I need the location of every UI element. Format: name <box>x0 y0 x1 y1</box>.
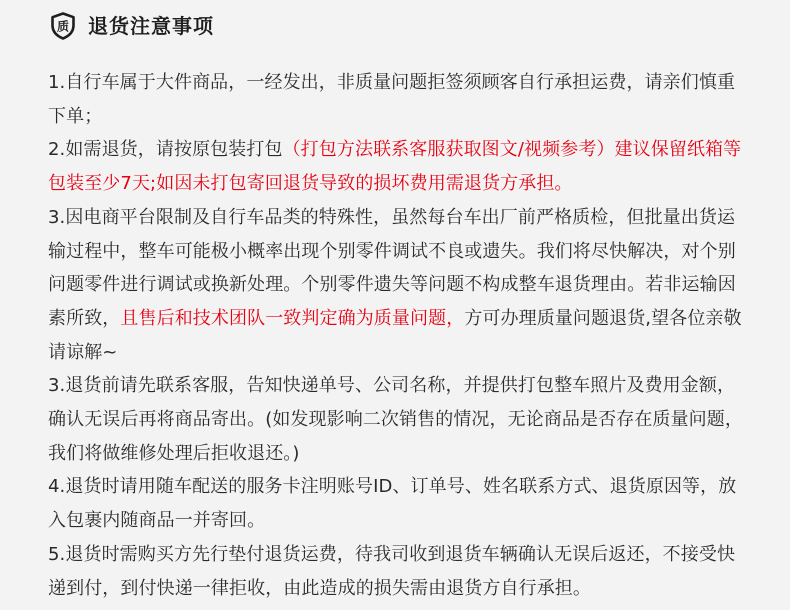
shield-quality-text: 质 <box>56 19 70 34</box>
notice-item-6-text: 5.退货时需购买方先行垫付退货运费，待我司收到退货车辆确认无误后返还，不接受快递到付，到付快递一律拒收，由此造成的损失需由退货方自行承担。 <box>48 543 736 599</box>
notice-list <box>48 66 750 605</box>
notice-item-1-text: 1.自行车属于大件商品，一经发出，非质量问题拒签须顾客自行承担运费，请亲们慎重下单； <box>48 72 736 127</box>
shield-quality-icon <box>48 11 78 41</box>
notice-item-3 <box>48 201 750 370</box>
notice-item-2 <box>48 133 750 200</box>
header <box>48 10 750 42</box>
notice-item-4-text: 3.退货前请先联系客服，告知快递单号、公司名称，并提供打包整车照片及费用金额，确认无误后再将商品寄出。(如发现影响二次销售的情况，无论商品是否存在质量问题，我们将做维修处理后拒收退还。) <box>48 375 743 464</box>
notice-item-3-prefix: 3.因电商平台限制及自行车品类的特殊性，虽然每台车出厂前严格质检，但批量出货运输过程中，整车可能极小概率出现个别零件调试不良或遗失。我们将尽快解决，对个别问题零件进行调试或换新处理。个别零件遗失等问题不构成整车退货理由。若非运输因素所致， <box>48 206 736 329</box>
page-title: 退货注意事项 <box>88 14 214 38</box>
notice-item-1 <box>48 66 750 133</box>
notice-item-5 <box>48 470 750 537</box>
notice-item-4 <box>48 369 750 470</box>
notice-item-2-prefix: 2.如需退货，请按原包装打包 <box>48 139 283 161</box>
notice-item-3-highlight: 且售后和技术团队一致判定确为质量问题， <box>120 307 465 329</box>
notice-item-3-suffix: 方可办理质量问题退货,望各位亲敬请谅解~ <box>48 307 742 363</box>
notice-item-5-text: 4.退货时请用随车配送的服务卡注明账号ID、订单号、姓名联系方式、退货原因等，放入包裹内随商品一并寄回。 <box>48 476 737 532</box>
notice-item-6 <box>48 538 750 605</box>
notice-item-2-highlight: （打包方法联系客服获取图文/视频参考）建议保留纸箱等包装至少7天;如因未打包寄回退货导致的损坏费用需退货方承担。 <box>48 139 742 195</box>
